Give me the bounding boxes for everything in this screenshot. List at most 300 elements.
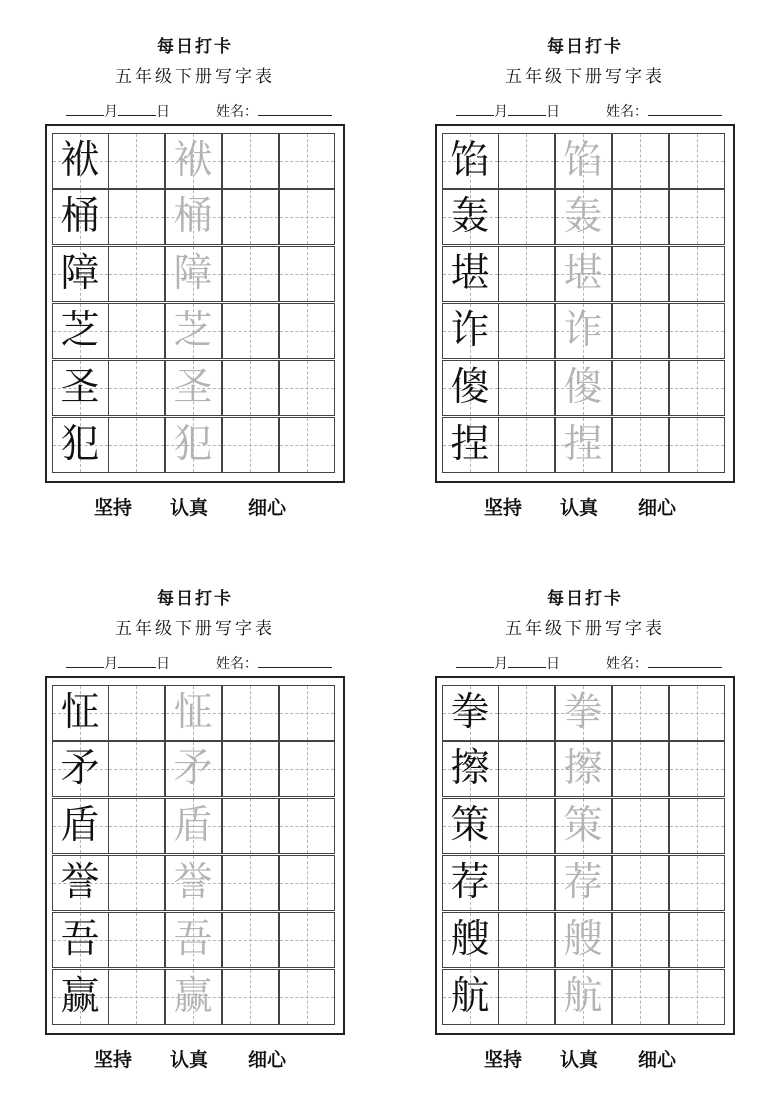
model-character: 盾 [60,803,100,848]
guide-line-horizontal [109,826,164,827]
guide-line-horizontal [499,161,554,162]
blank-practice-cell[interactable] [669,133,725,189]
blank-practice-cell[interactable] [669,855,725,911]
grid-row [442,360,725,416]
model-character-cell [442,741,499,797]
name-line [216,101,332,119]
model-character-cell [52,798,109,854]
guide-line-horizontal [223,331,278,332]
grid-row [442,246,725,302]
grid-row [52,133,335,189]
guide-line-horizontal [670,161,724,162]
date-line [66,653,170,671]
guide-line-horizontal [280,769,334,770]
motto-word: 细心 [638,1049,677,1071]
model-character-cell [442,360,499,416]
guide-line-horizontal [280,274,334,275]
name-blank[interactable] [648,101,722,116]
grid-row [442,417,725,473]
grid-row [442,685,725,741]
practice-card [0,552,390,1104]
day-label: 日 [546,104,560,120]
guide-line-horizontal [109,445,164,446]
date-line [456,101,560,119]
model-character-cell [52,189,109,245]
model-character-cell [52,133,109,189]
blank-practice-cell[interactable] [279,133,335,189]
grid-row [52,912,335,968]
blank-practice-cell[interactable] [222,417,279,473]
card-subtitle: 五年级下册写字表 [115,619,275,639]
model-character: 诈 [450,308,490,353]
footer-motto [390,494,780,522]
blank-practice-cell[interactable] [612,417,669,473]
model-character: 擦 [450,746,490,791]
blank-practice-cell[interactable] [279,189,335,245]
trace-character: 袱 [173,138,213,183]
guide-line-horizontal [280,997,334,998]
guide-line-horizontal [280,388,334,389]
card-subtitle: 五年级下册写字表 [115,67,275,87]
guide-line-horizontal [670,883,724,884]
trace-character-cell[interactable] [165,912,222,968]
blank-practice-cell[interactable] [279,798,335,854]
blank-practice-cell[interactable] [279,417,335,473]
model-character-cell [52,303,109,359]
blank-practice-cell[interactable] [279,741,335,797]
trace-character: 圣 [173,365,213,410]
blank-practice-cell[interactable] [108,303,165,359]
trace-character: 吾 [173,917,213,962]
blank-practice-cell[interactable] [498,360,555,416]
trace-character-cell[interactable] [165,246,222,302]
motto-word: 坚持 [484,497,523,519]
blank-practice-cell[interactable] [612,303,669,359]
guide-line-horizontal [109,940,164,941]
guide-line-horizontal [280,940,334,941]
blank-practice-cell[interactable] [108,798,165,854]
day-label: 日 [546,656,560,672]
guide-line-horizontal [280,331,334,332]
month-label: 月 [494,656,508,672]
model-character: 怔 [60,690,100,735]
guide-line-horizontal [109,883,164,884]
guide-line-horizontal [109,161,164,162]
blank-practice-cell[interactable] [612,360,669,416]
day-label: 日 [156,656,170,672]
guide-line-horizontal [670,445,724,446]
blank-practice-cell[interactable] [669,303,725,359]
guide-line-horizontal [223,826,278,827]
blank-practice-cell[interactable] [222,360,279,416]
blank-practice-cell[interactable] [279,303,335,359]
trace-character: 轰 [563,194,603,239]
blank-practice-cell[interactable] [222,912,279,968]
practice-card [390,552,780,1104]
guide-line-horizontal [613,713,668,714]
grid-row [52,969,335,1025]
grid-row [442,912,725,968]
blank-practice-cell[interactable] [669,741,725,797]
blank-practice-cell[interactable] [612,133,669,189]
blank-practice-cell[interactable] [498,417,555,473]
name-label: 姓名： [216,656,258,672]
blank-practice-cell[interactable] [612,798,669,854]
guide-line-horizontal [499,883,554,884]
grid-row [442,133,725,189]
model-character-cell [442,969,499,1025]
model-character: 荐 [450,860,490,905]
guide-line-horizontal [280,883,334,884]
guide-line-horizontal [223,940,278,941]
motto-word: 坚持 [94,1049,133,1071]
month-blank[interactable] [456,653,494,668]
motto-word: 细心 [248,1049,287,1071]
guide-line-horizontal [109,331,164,332]
guide-line-horizontal [499,713,554,714]
blank-practice-cell[interactable] [108,133,165,189]
model-character: 艘 [450,917,490,962]
guide-line-horizontal [670,713,724,714]
blank-practice-cell[interactable] [279,912,335,968]
grid-row [52,685,335,741]
model-character-cell [52,741,109,797]
blank-practice-cell[interactable] [108,912,165,968]
guide-line-horizontal [223,274,278,275]
guide-line-horizontal [499,217,554,218]
grid-row [52,741,335,797]
motto-word: 坚持 [94,497,133,519]
blank-practice-cell[interactable] [222,969,279,1025]
card-subtitle: 五年级下册写字表 [505,67,665,87]
trace-character: 拳 [563,690,603,735]
guide-line-horizontal [280,161,334,162]
blank-practice-cell[interactable] [669,246,725,302]
guide-line-horizontal [613,217,668,218]
trace-character-cell[interactable] [555,969,612,1025]
guide-line-horizontal [670,997,724,998]
grid-row [52,417,335,473]
name-line [606,101,722,119]
grid-row [442,969,725,1025]
blank-practice-cell[interactable] [669,685,725,741]
month-blank[interactable] [66,101,104,116]
blank-practice-cell[interactable] [222,685,279,741]
trace-character: 诈 [563,308,603,353]
trace-character-cell[interactable] [165,417,222,473]
guide-line-horizontal [613,445,668,446]
blank-practice-cell[interactable] [222,303,279,359]
motto-word: 认真 [560,497,599,519]
name-line [606,653,722,671]
month-label: 月 [104,656,118,672]
blank-practice-cell[interactable] [612,685,669,741]
guide-line-horizontal [613,997,668,998]
guide-line-horizontal [280,445,334,446]
trace-character: 捏 [563,422,603,467]
grid-row [442,741,725,797]
model-character-cell [52,360,109,416]
guide-line-horizontal [109,997,164,998]
guide-line-horizontal [613,940,668,941]
guide-line-horizontal [670,217,724,218]
month-blank[interactable] [456,101,494,116]
guide-line-horizontal [613,274,668,275]
model-character: 桶 [60,194,100,239]
trace-character-cell[interactable] [165,741,222,797]
trace-character-cell[interactable] [165,685,222,741]
model-character: 捏 [450,422,490,467]
grid-row [52,360,335,416]
card-title: 每日打卡 [157,37,233,57]
motto-word: 认真 [560,1049,599,1071]
trace-character-cell[interactable] [555,360,612,416]
guide-line-horizontal [109,388,164,389]
guide-line-horizontal [280,217,334,218]
grid-row [52,303,335,359]
blank-practice-cell[interactable] [108,417,165,473]
trace-character-cell[interactable] [165,798,222,854]
blank-practice-cell[interactable] [498,189,555,245]
trace-character-cell[interactable] [165,855,222,911]
model-character-cell [442,912,499,968]
trace-character: 航 [563,974,603,1019]
card-subtitle: 五年级下册写字表 [505,619,665,639]
trace-character-cell[interactable] [555,741,612,797]
blank-practice-cell[interactable] [279,855,335,911]
guide-line-horizontal [670,388,724,389]
writing-grid-frame [45,676,345,1035]
trace-character-cell[interactable] [165,969,222,1025]
trace-character: 矛 [173,746,213,791]
name-label: 姓名： [216,104,258,120]
blank-practice-cell[interactable] [498,133,555,189]
grid-row [52,189,335,245]
guide-line-horizontal [499,445,554,446]
blank-practice-cell[interactable] [498,798,555,854]
trace-character-cell[interactable] [555,246,612,302]
trace-character-cell[interactable] [555,798,612,854]
name-blank[interactable] [258,101,332,116]
blank-practice-cell[interactable] [612,855,669,911]
trace-character-cell[interactable] [555,855,612,911]
guide-line-horizontal [499,274,554,275]
writing-grid-frame [45,124,345,483]
trace-character: 艘 [563,917,603,962]
model-character-cell [442,417,499,473]
guide-line-horizontal [109,713,164,714]
guide-line-horizontal [613,769,668,770]
blank-practice-cell[interactable] [222,246,279,302]
blank-practice-cell[interactable] [108,741,165,797]
trace-character-cell[interactable] [165,189,222,245]
day-blank[interactable] [118,653,156,668]
model-character-cell [52,685,109,741]
guide-line-horizontal [280,713,334,714]
model-character: 袱 [60,138,100,183]
model-character: 策 [450,803,490,848]
grid-row [442,855,725,911]
blank-practice-cell[interactable] [498,685,555,741]
model-character: 吾 [60,917,100,962]
trace-character-cell[interactable] [165,303,222,359]
trace-character-cell[interactable] [555,133,612,189]
blank-practice-cell[interactable] [498,741,555,797]
guide-line-horizontal [499,331,554,332]
guide-line-horizontal [613,331,668,332]
footer-motto [0,494,390,522]
guide-line-horizontal [223,217,278,218]
motto-word: 坚持 [484,1049,523,1071]
blank-practice-cell[interactable] [612,969,669,1025]
month-blank[interactable] [66,653,104,668]
blank-practice-cell[interactable] [108,360,165,416]
motto-word: 细心 [638,497,677,519]
model-character-cell [442,798,499,854]
blank-practice-cell[interactable] [108,969,165,1025]
blank-practice-cell[interactable] [612,246,669,302]
grid-row [52,798,335,854]
day-blank[interactable] [118,101,156,116]
model-character-cell [442,246,499,302]
guide-line-horizontal [670,940,724,941]
guide-line-horizontal [613,161,668,162]
blank-practice-cell[interactable] [669,189,725,245]
guide-line-horizontal [109,217,164,218]
model-character: 誉 [60,860,100,905]
blank-practice-cell[interactable] [108,189,165,245]
guide-line-horizontal [223,883,278,884]
blank-practice-cell[interactable] [612,189,669,245]
blank-practice-cell[interactable] [222,855,279,911]
guide-line-horizontal [223,769,278,770]
guide-line-horizontal [499,826,554,827]
trace-character: 策 [563,803,603,848]
blank-practice-cell[interactable] [612,741,669,797]
guide-line-horizontal [613,826,668,827]
blank-practice-cell[interactable] [222,189,279,245]
motto-word: 细心 [248,497,287,519]
guide-line-horizontal [499,769,554,770]
day-label: 日 [156,104,170,120]
guide-line-horizontal [670,769,724,770]
blank-practice-cell[interactable] [222,133,279,189]
blank-practice-cell[interactable] [279,969,335,1025]
name-line [216,653,332,671]
name-blank[interactable] [648,653,722,668]
card-title: 每日打卡 [547,37,623,57]
name-blank[interactable] [258,653,332,668]
trace-character: 傻 [563,365,603,410]
model-character: 堪 [450,251,490,296]
day-blank[interactable] [508,101,546,116]
model-character: 圣 [60,365,100,410]
guide-line-horizontal [109,274,164,275]
name-label: 姓名： [606,104,648,120]
model-character-cell [52,912,109,968]
guide-line-horizontal [280,826,334,827]
grid-row [442,798,725,854]
writing-grid-frame [435,676,735,1035]
trace-character-cell[interactable] [555,685,612,741]
trace-character-cell[interactable] [165,133,222,189]
footer-motto [390,1046,780,1074]
blank-practice-cell[interactable] [612,912,669,968]
writing-grid-frame [435,124,735,483]
card-title: 每日打卡 [547,589,623,609]
model-character-cell [442,189,499,245]
day-blank[interactable] [508,653,546,668]
guide-line-horizontal [670,274,724,275]
blank-practice-cell[interactable] [498,303,555,359]
guide-line-horizontal [499,997,554,998]
blank-practice-cell[interactable] [498,855,555,911]
model-character-cell [52,246,109,302]
blank-practice-cell[interactable] [669,912,725,968]
guide-line-horizontal [223,445,278,446]
blank-practice-cell[interactable] [498,246,555,302]
model-character: 拳 [450,690,490,735]
blank-practice-cell[interactable] [669,360,725,416]
blank-practice-cell[interactable] [498,912,555,968]
blank-practice-cell[interactable] [222,741,279,797]
model-character-cell [442,685,499,741]
blank-practice-cell[interactable] [108,855,165,911]
trace-character-cell[interactable] [555,417,612,473]
blank-practice-cell[interactable] [279,360,335,416]
model-character-cell [442,303,499,359]
card-title: 每日打卡 [157,589,233,609]
model-character: 芝 [60,308,100,353]
guide-line-horizontal [670,826,724,827]
blank-practice-cell[interactable] [669,969,725,1025]
blank-practice-cell[interactable] [669,417,725,473]
date-line [456,653,560,671]
model-character: 犯 [60,422,100,467]
trace-character: 堪 [563,251,603,296]
blank-practice-cell[interactable] [279,685,335,741]
trace-character-cell[interactable] [555,189,612,245]
blank-practice-cell[interactable] [222,798,279,854]
model-character: 矛 [60,746,100,791]
trace-character-cell[interactable] [165,360,222,416]
trace-character: 盾 [173,803,213,848]
blank-practice-cell[interactable] [669,798,725,854]
trace-character: 擦 [563,746,603,791]
blank-practice-cell[interactable] [279,246,335,302]
blank-practice-cell[interactable] [498,969,555,1025]
model-character-cell [52,855,109,911]
model-character: 赢 [60,974,100,1019]
trace-character: 馅 [563,138,603,183]
grid-row [52,855,335,911]
model-character-cell [442,133,499,189]
practice-card [390,0,780,552]
grid-row [52,246,335,302]
model-character-cell [52,969,109,1025]
practice-card [0,0,390,552]
guide-line-horizontal [613,883,668,884]
guide-line-horizontal [499,940,554,941]
blank-practice-cell[interactable] [108,246,165,302]
blank-practice-cell[interactable] [108,685,165,741]
guide-line-horizontal [223,388,278,389]
guide-line-horizontal [223,161,278,162]
model-character: 航 [450,974,490,1019]
guide-line-horizontal [223,997,278,998]
trace-character-cell[interactable] [555,912,612,968]
trace-character-cell[interactable] [555,303,612,359]
